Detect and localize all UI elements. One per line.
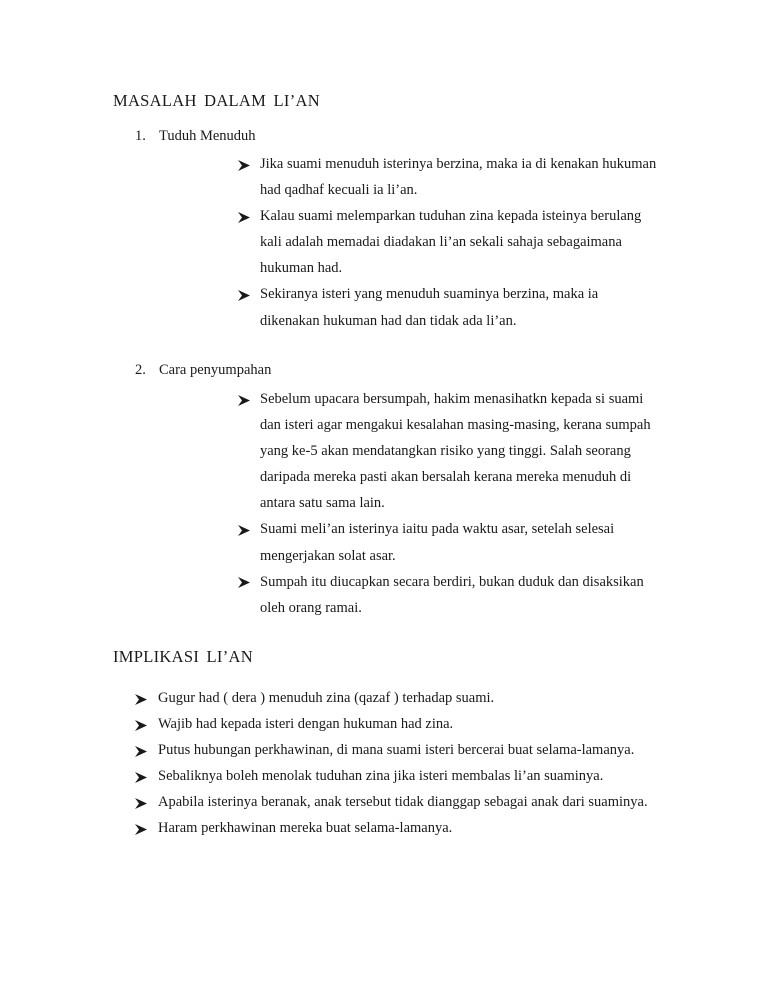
- list-item: [135, 789, 675, 815]
- arrow-bullet-icon: [135, 789, 147, 815]
- bullet-list-implikasi: [135, 685, 675, 842]
- list-item: [238, 386, 658, 516]
- bullet-text: Jika suami menuduh isterinya berzina, maka ia di kenakan hukuman had qadhaf kecuali ia li’an.: [260, 156, 657, 199]
- list-item: [238, 281, 658, 333]
- item-label: Tuduh Menuduh: [159, 128, 256, 144]
- item-number: 2.: [135, 362, 146, 378]
- bullet-text: Suami meli’an isterinya iaitu pada waktu asar, setelah selesai mengerjakan solat asar.: [260, 521, 615, 564]
- numbered-item-cara-penyumpahan: [135, 362, 271, 379]
- bullet-text: Sumpah itu diucapkan secara berdiri, bukan duduk dan disaksikan oleh orang ramai.: [260, 573, 644, 616]
- bullet-list-cara-penyumpahan: [238, 386, 658, 621]
- arrow-bullet-icon: [238, 151, 250, 177]
- arrow-bullet-icon: [238, 516, 250, 542]
- list-item: [238, 516, 658, 568]
- arrow-bullet-icon: [238, 569, 250, 595]
- list-item: [238, 569, 658, 621]
- arrow-bullet-icon: [135, 763, 147, 789]
- arrow-bullet-icon: [135, 685, 147, 711]
- arrow-bullet-icon: [135, 711, 147, 737]
- arrow-bullet-icon: [238, 203, 250, 229]
- arrow-bullet-icon: [238, 386, 250, 412]
- bullet-text: Wajib had kepada isteri dengan hukuman had zina.: [158, 716, 454, 733]
- list-item: [135, 711, 675, 737]
- arrow-bullet-icon: [135, 815, 147, 841]
- bullet-text: Sebaliknya boleh menolak tuduhan zina jika isteri membalas li’an suaminya.: [158, 768, 604, 785]
- bullet-list-tuduh-menuduh: [238, 151, 658, 334]
- list-item: [238, 151, 658, 203]
- bullet-text: Apabila isterinya beranak, anak tersebut tidak dianggap sebagai anak dari suaminya.: [158, 794, 648, 811]
- arrow-bullet-icon: [238, 281, 250, 307]
- list-item: [135, 685, 675, 711]
- numbered-item-tuduh-menuduh: [135, 128, 256, 145]
- section-heading-masalah: MASALAH DALAM LI’AN: [113, 91, 320, 110]
- bullet-text: Gugur had ( dera ) menuduh zina (qazaf ) terhadap suami.: [158, 690, 495, 706]
- item-number: 1.: [135, 128, 146, 144]
- list-item: [135, 737, 675, 763]
- list-item: [135, 763, 675, 789]
- bullet-text: Sekiranya isteri yang menuduh suaminya berzina, maka ia dikenakan hukuman had dan tidak ada li’an.: [260, 286, 599, 329]
- bullet-text: Putus hubungan perkhawinan, di mana suami isteri bercerai buat selama-lamanya.: [158, 742, 635, 759]
- list-item: [238, 203, 658, 281]
- item-label: Cara penyumpahan: [159, 362, 272, 378]
- list-item: [135, 815, 675, 841]
- bullet-text: Kalau suami melemparkan tuduhan zina kepada isteinya berulang kali adalah memadai diadakan li’an sekali sahaja sebagaimana hukuman had.: [260, 208, 642, 277]
- section-heading-implikasi: IMPLIKASI LI’AN: [113, 647, 253, 666]
- bullet-text: Haram perkhawinan mereka buat selama-lamanya.: [158, 820, 453, 837]
- arrow-bullet-icon: [135, 737, 147, 763]
- bullet-text: Sebelum upacara bersumpah, hakim menasihatkn kepada si suami dan isteri agar mengakui kesalahan masing-masing, kerana sumpah yang ke-5 akan mendatangkan risiko yang tinggi. Salah seorang daripada mereka pasti akan bersalah kerana mereka menuduh di antara satu sama lain.: [260, 391, 651, 512]
